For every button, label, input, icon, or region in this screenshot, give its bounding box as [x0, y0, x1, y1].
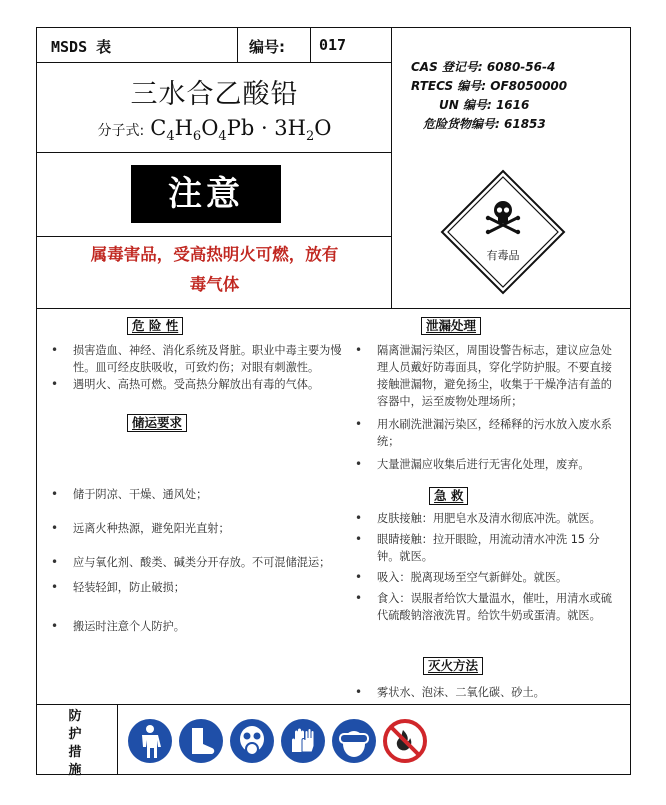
formula-row [37, 116, 392, 144]
cas-row: CAS 登记号: 6080-56-4 [411, 60, 556, 74]
list-item: • 用水刷洗泄漏污染区，经稀释的污水放入废水系统； [355, 416, 617, 450]
fire-list [355, 684, 617, 701]
msds-sheet [36, 27, 631, 778]
header-col-divider-2 [310, 28, 311, 62]
list-item: • 储于阴凉、干燥、通风处； [51, 486, 351, 503]
formula-rendered: $C_4H_6O_4Pb \cdot 3H_2O$ [150, 116, 332, 145]
list-item: • 应与氧化剂、酸类、碱类分开存放。不可混储混运； [51, 554, 351, 571]
formula-label: 分子式: [97, 123, 145, 139]
list-item: • 雾状水、泡沫、二氧化碳、砂土。 [355, 684, 617, 701]
rtecs-row: RTECS 编号: OF8050000 [411, 79, 568, 93]
list-item: • 遇明火、高热可燃。受高热分解放出有毒的气体。 [51, 376, 351, 393]
number-label: 编号: [249, 38, 285, 56]
protective-gloves-icon [280, 718, 326, 764]
un-row: UN 编号: 1616 [439, 98, 530, 112]
first-aid-section-title: 急 救 [429, 487, 468, 505]
list-item: • 轻装轻卸，防止破损； [51, 579, 351, 596]
list-item: • 吸入：脱离现场至空气新鲜处。就医。 [355, 569, 617, 586]
gas-mask-icon [229, 718, 275, 764]
list-item: • 大量泄漏应收集后进行无害化处理，废弃。 [355, 456, 617, 473]
storage-section-title: 储运要求 [127, 414, 187, 432]
no-fire-icon [382, 718, 428, 764]
bottom-section-divider [37, 704, 630, 705]
storage-list [51, 486, 351, 635]
top-section-divider [37, 308, 630, 309]
leak-section-title: 泄漏处理 [421, 317, 481, 335]
leak-list [355, 342, 617, 473]
number-value: 017 [319, 36, 347, 54]
pictogram-label: 有毒品 [486, 249, 520, 262]
list-item: • 隔离泄漏污染区，周围设警告标志，建议应急处理人员戴好防毒面具，穿化学防护服。不要直接接触泄漏物，避免扬尘，收集于干燥净洁有盖的容器中，运至废物处理场所； [355, 342, 617, 410]
protective-suit-icon [127, 718, 173, 764]
signal-word-box: 注意 [131, 165, 281, 223]
danger-section-title: 危 险 性 [127, 317, 183, 335]
safety-boots-icon [178, 718, 224, 764]
list-item: • 搬运时注意个人防护。 [51, 618, 351, 635]
name-divider [37, 152, 392, 153]
list-item: • 皮肤接触：用肥皂水及清水彻底冲洗。就医。 [355, 510, 617, 527]
safety-goggles-icon [331, 718, 377, 764]
list-item: • 远离火种热源，避免阳光直射； [51, 520, 351, 537]
header-col-divider-1 [237, 28, 238, 62]
protection-col-divider [117, 704, 118, 774]
list-item: • 眼睛接触：拉开眼睑，用流动清水冲洗 15 分钟。就医。 [355, 531, 617, 565]
toxic-pictogram [440, 169, 566, 295]
substance-name: 三水合乙酸铅 [130, 79, 299, 110]
list-item: • 损害造血、神经、消化系统及肾脏。职业中毒主要为慢性。皿可经皮肤吸收，可致灼伤；对眼有刺激性。 [51, 342, 351, 376]
list-item: • 食入：误服者给饮大量温水，催吐，用清水或硫代硫酸钠溶液洗胃。给饮牛奶或蛋清。就医。 [355, 590, 617, 624]
dangerous-goods-row: 危险货物编号: 61853 [423, 117, 546, 131]
identifier-list [411, 58, 567, 134]
protection-label: 防 护 措 施 [68, 709, 82, 778]
hazard-statement: 属毒害品，受高热明火可燃，放有 毒气体 [90, 245, 339, 294]
signal-divider [37, 236, 392, 237]
first-aid-list [355, 510, 617, 624]
header-divider [37, 62, 392, 63]
fire-section-title: 灭火方法 [423, 657, 483, 675]
danger-list [51, 342, 351, 393]
sheet-label: MSDS 表 [51, 38, 112, 56]
